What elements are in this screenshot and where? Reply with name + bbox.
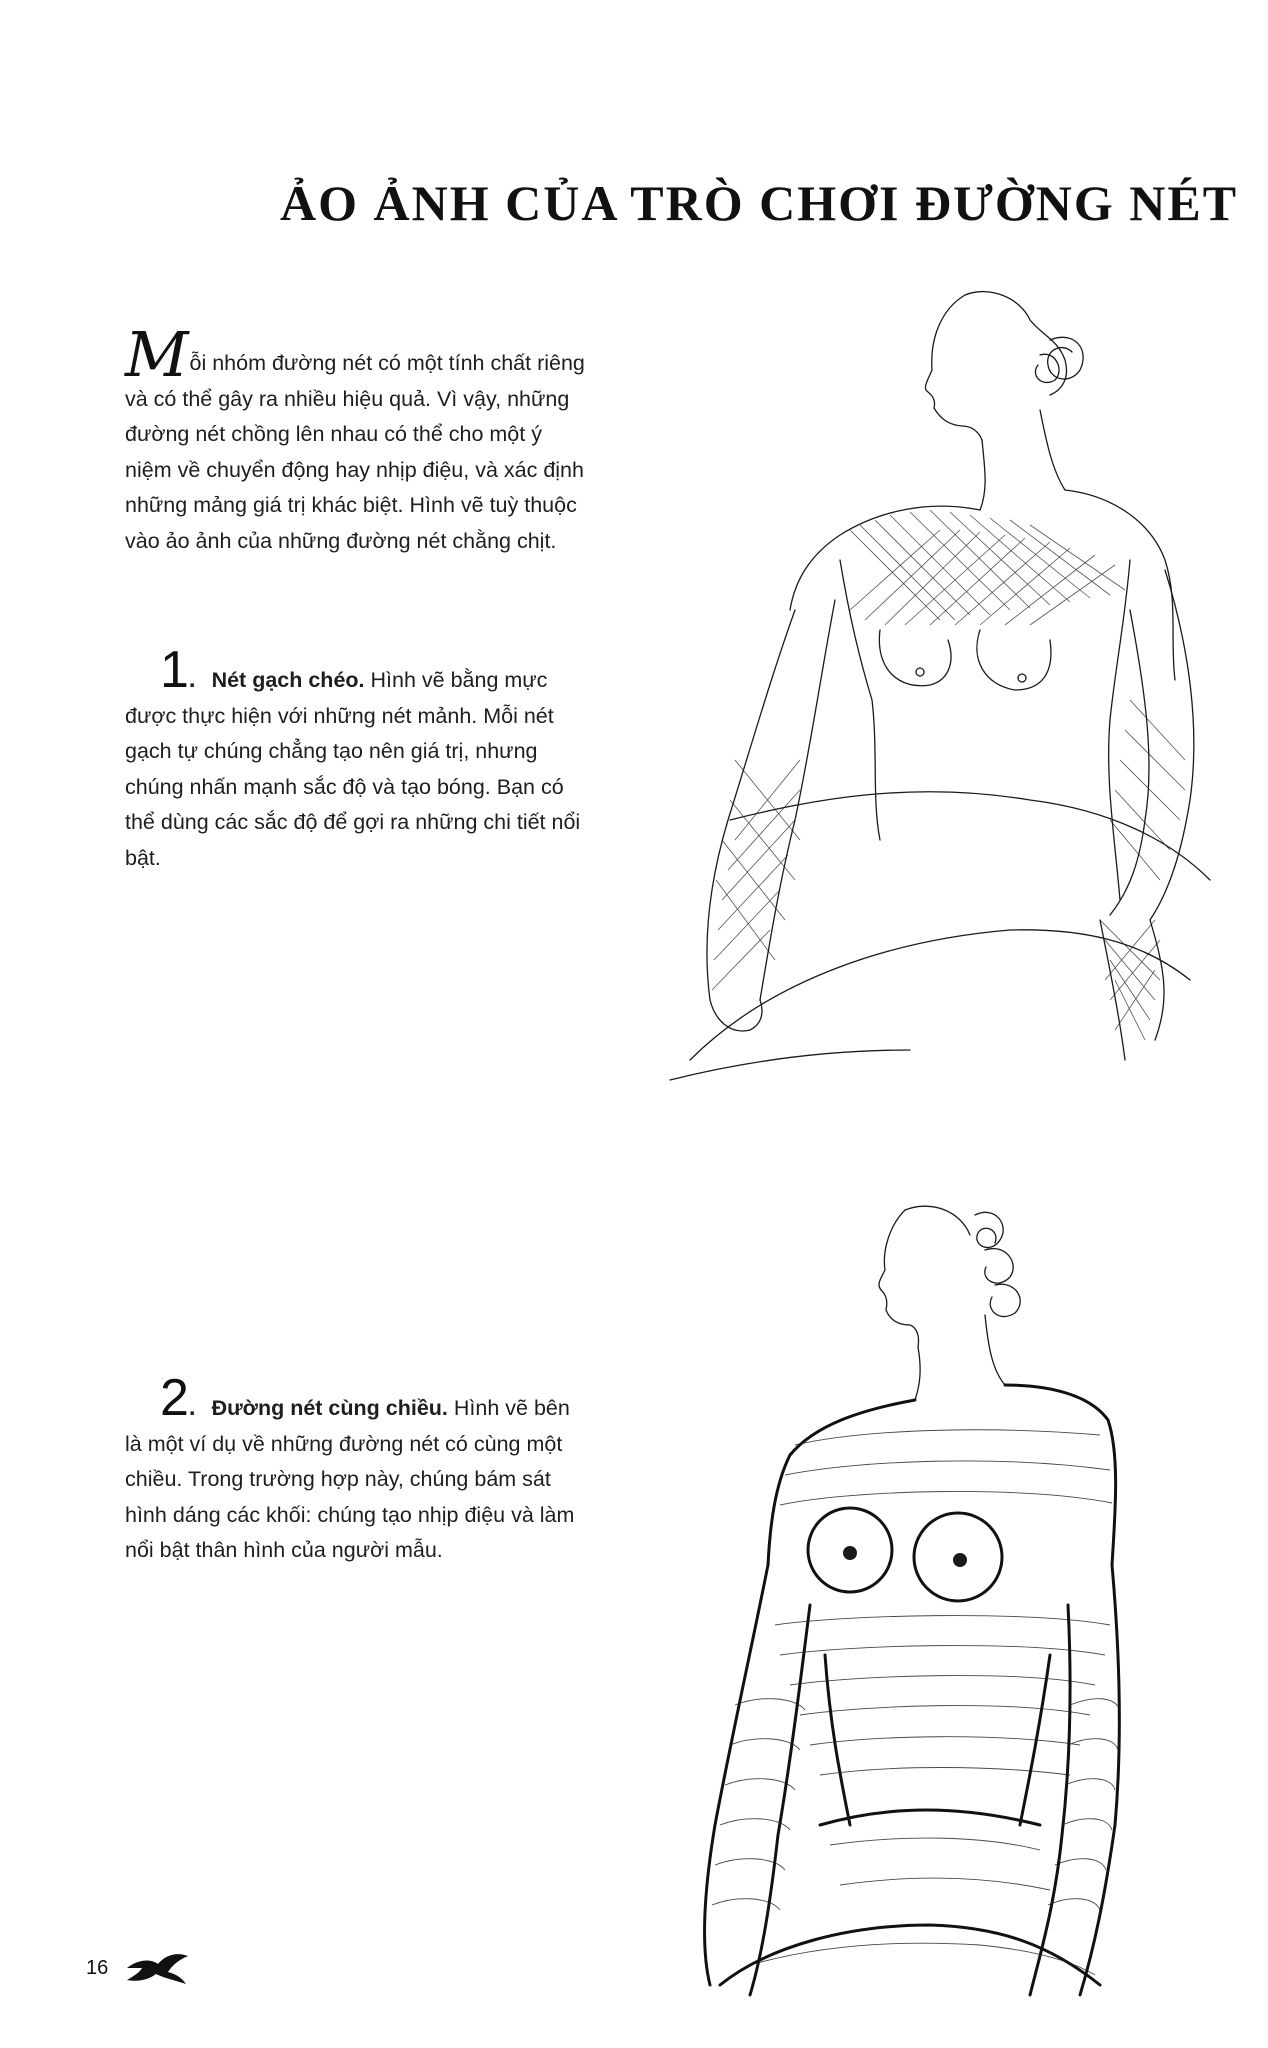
section-2-heading: Đường nét cùng chiều. [211,1396,448,1420]
intro-paragraph [125,318,585,559]
section-1-heading: Nét gạch chéo. [211,668,365,692]
section-1-dot: . [188,666,196,693]
section-2-dot: . [188,1394,196,1421]
section-1-text: Hình vẽ bằng mực được thực hiện với những nét mảnh. Mỗi nét gạch tự chúng chẳng tạo nên giá trị, nhưng chúng nhấn mạnh sắc độ và tạo bóng. Bạn có thể dùng các sắc độ để gợi ra những chi tiết nổi bật. [125,668,581,870]
intro-text: ỗi nhóm đường nét có một tính chất riêng và có thể gây ra nhiều hiệu quả. Vì vậy, những đường nét chồng lên nhau có thể cho một ý niệm về chuyển động hay nhịp điệu, và xác định những mảng giá trị khác biệt. Hình vẽ tuỳ thuộc vào ảo ảnh của những đường nét chằng chịt. [125,351,585,553]
swallow-ornament-icon [122,1950,192,1986]
page-number: 16 [86,1957,109,1979]
contour-figure-illustration [600,1185,1240,2035]
section-1 [125,641,585,876]
section-2-number: 2 [160,1369,189,1427]
drop-cap: M [125,318,189,391]
section-1-number: 1 [160,641,189,699]
page-title: ẢO ẢNH CỦA TRÒ CHƠI ĐƯỜNG NÉT [280,174,1239,231]
section-2-text: Hình vẽ bên là một ví dụ về những đường nét có cùng một chiều. Trong trường hợp này, chúng bám sát hình dáng các khối: chúng tạo nhịp điệu và làm nổi bật thân hình của người mẫu. [125,1396,575,1562]
crosshatch-figure-illustration [610,280,1230,1130]
section-2 [125,1369,585,1569]
